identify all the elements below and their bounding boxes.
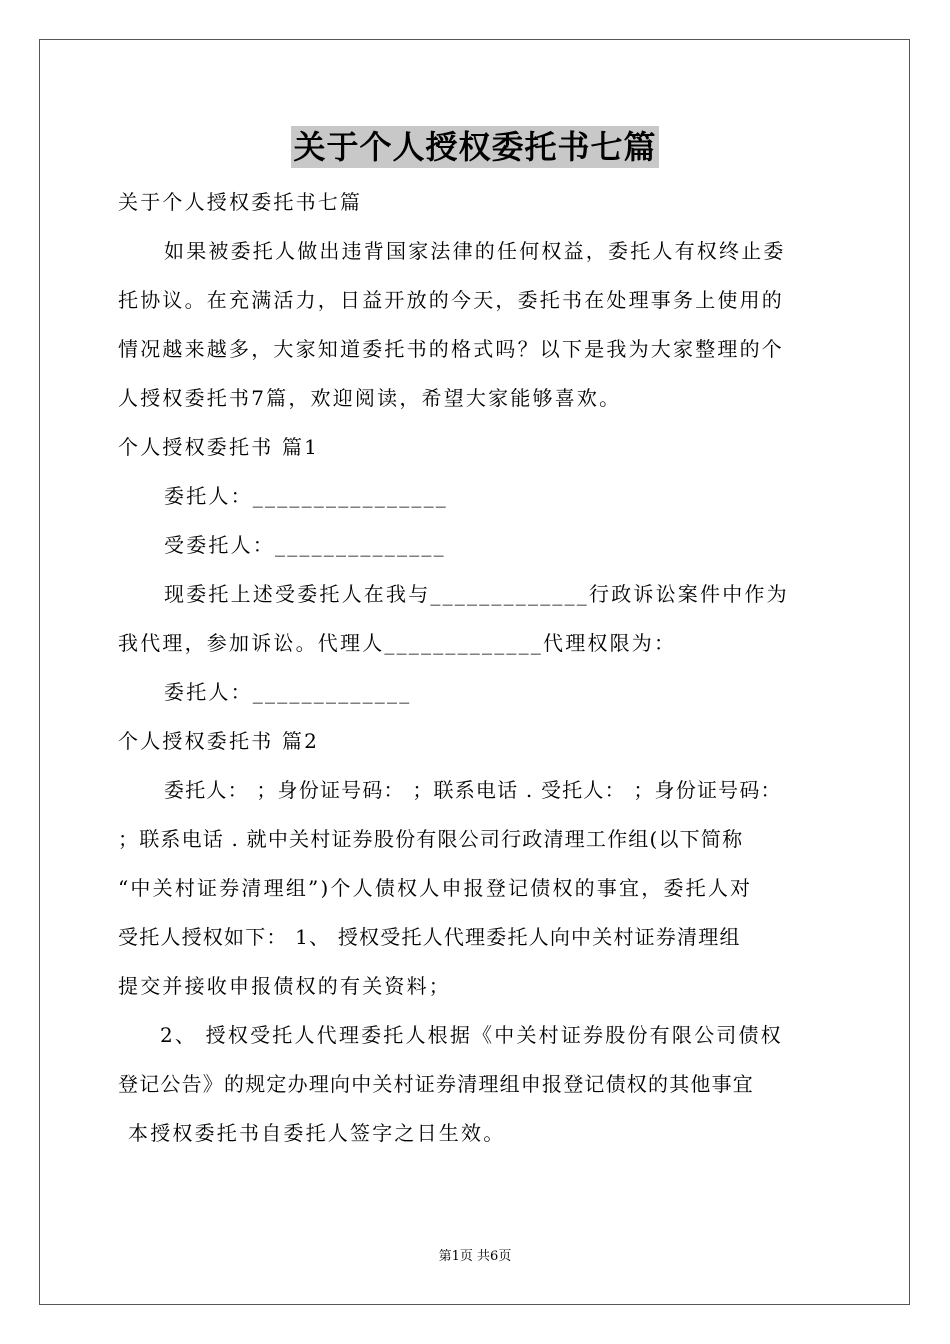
title-container (0, 126, 950, 168)
paragraph-line: 我代理，参加诉讼。代理人_____________代理权限为： (118, 631, 677, 655)
agent-field: 受委托人：______________ (164, 533, 446, 557)
section-heading-1: 个人授权委托书 篇1 (118, 435, 320, 459)
paragraph-line: 提交并接收申报债权的有关资料； (118, 974, 451, 998)
paragraph-line: 现委托上述受委托人在我与_____________行政诉讼案件中作为 (164, 582, 789, 606)
paragraph-line: 受托人授权如下： 1、 授权受托人代理委托人向中关村证券清理组 (118, 925, 741, 949)
section-heading-2: 个人授权委托书 篇2 (118, 729, 320, 753)
page-footer (0, 1245, 950, 1264)
paragraph-line: 人授权委托书7篇，欢迎阅读，希望大家能够喜欢。 (118, 386, 622, 410)
document-title: 关于个人授权委托书七篇 (293, 128, 657, 166)
client-field: 委托人：________________ (164, 484, 448, 508)
paragraph-line: 委托人： ；身份证号码： ；联系电话 . 受托人： ；身份证号码： (164, 778, 782, 802)
paragraph-line: 登记公告》的规定办理向中关村证券清理组申报登记债权的其他事宜 (118, 1072, 754, 1096)
client-field: 委托人：_____________ (164, 680, 412, 704)
paragraph-line: ；联系电话 . 就中关村证券股份有限公司行政清理工作组(以下简称 (118, 827, 744, 851)
paragraph-line: 情况越来越多，大家知道委托书的格式吗？以下是我为大家整理的个 (118, 337, 784, 361)
subtitle-line: 关于个人授权委托书七篇 (118, 190, 363, 214)
paragraph-line: 如果被委托人做出违背国家法律的任何权益，委托人有权终止委 (164, 239, 786, 263)
paragraph-line: 本授权委托书自委托人签字之日生效。 (128, 1121, 506, 1145)
document-body (118, 178, 834, 1158)
paragraph-line: “中关村证券清理组”)个人债权人申报登记债权的事宜，委托人对 (118, 876, 753, 900)
paragraph-line: 2、 授权受托人代理委托人根据《中关村证券股份有限公司债权 (160, 1023, 783, 1047)
paragraph-line: 托协议。在充满活力，日益开放的今天，委托书在处理事务上使用的 (118, 288, 784, 312)
page-number: 第1页 共6页 (438, 1249, 512, 1264)
